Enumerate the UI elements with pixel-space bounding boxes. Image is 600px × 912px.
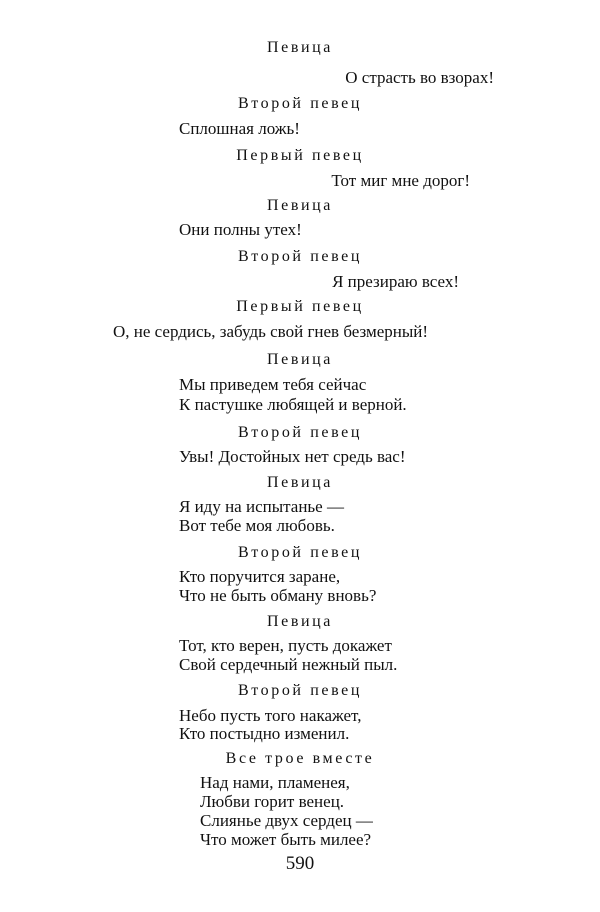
page-number: 590 [285,853,315,874]
verse-line: Увы! Достойных нет средь вас! [179,447,406,466]
verse-line: Мы приведем тебя сейчас [179,375,367,394]
verse-line: Любви горит венец. [200,792,345,811]
verse-line: Тот, кто верен, пусть докажет [179,636,392,655]
speaker-heading: Второй певец [237,248,362,265]
speaker-heading: Певица [266,39,334,56]
speaker-heading: Певица [266,474,334,491]
verse-line: Вот тебе моя любовь. [179,516,335,535]
speaker-heading: Второй певец [237,95,362,112]
verse-line: Они полны утех! [179,220,302,239]
speaker-heading: Певица [266,351,334,368]
speaker-heading: Второй певец [237,682,362,699]
verse-line: Я иду на испытанье — [179,497,344,516]
verse-line: Небо пусть того накажет, [179,706,362,725]
verse-line: Я презираю всех! [332,272,459,291]
verse-line: Кто постыдно изменил. [179,724,350,743]
speaker-heading: Второй певец [237,424,362,441]
verse-line: О, не сердись, забудь свой гнев безмерный! [113,322,429,341]
verse-line: О страсть во взорах! [345,68,494,87]
speaker-heading: Второй певец [237,544,362,561]
verse-line: Что может быть милее? [200,830,372,849]
speaker-heading: Певица [266,197,334,214]
verse-line: Сплошная ложь! [179,119,300,138]
speaker-heading: Певица [266,613,334,630]
speaker-heading: Первый певец [236,147,364,164]
speaker-heading: Первый певец [236,298,364,315]
verse-line: Кто поручится заране, [179,567,341,586]
verse-line: К пастушке любящей и верной. [179,395,407,414]
verse-line: Над нами, пламенея, [200,773,350,792]
speaker-heading: Все трое вместе [225,750,375,767]
verse-line: Свой сердечный нежный пыл. [179,655,398,674]
verse-line: Тот миг мне дорог! [331,171,470,190]
verse-line: Что не быть обману вновь? [179,586,377,605]
verse-line: Слиянье двух сердец — [200,811,373,830]
